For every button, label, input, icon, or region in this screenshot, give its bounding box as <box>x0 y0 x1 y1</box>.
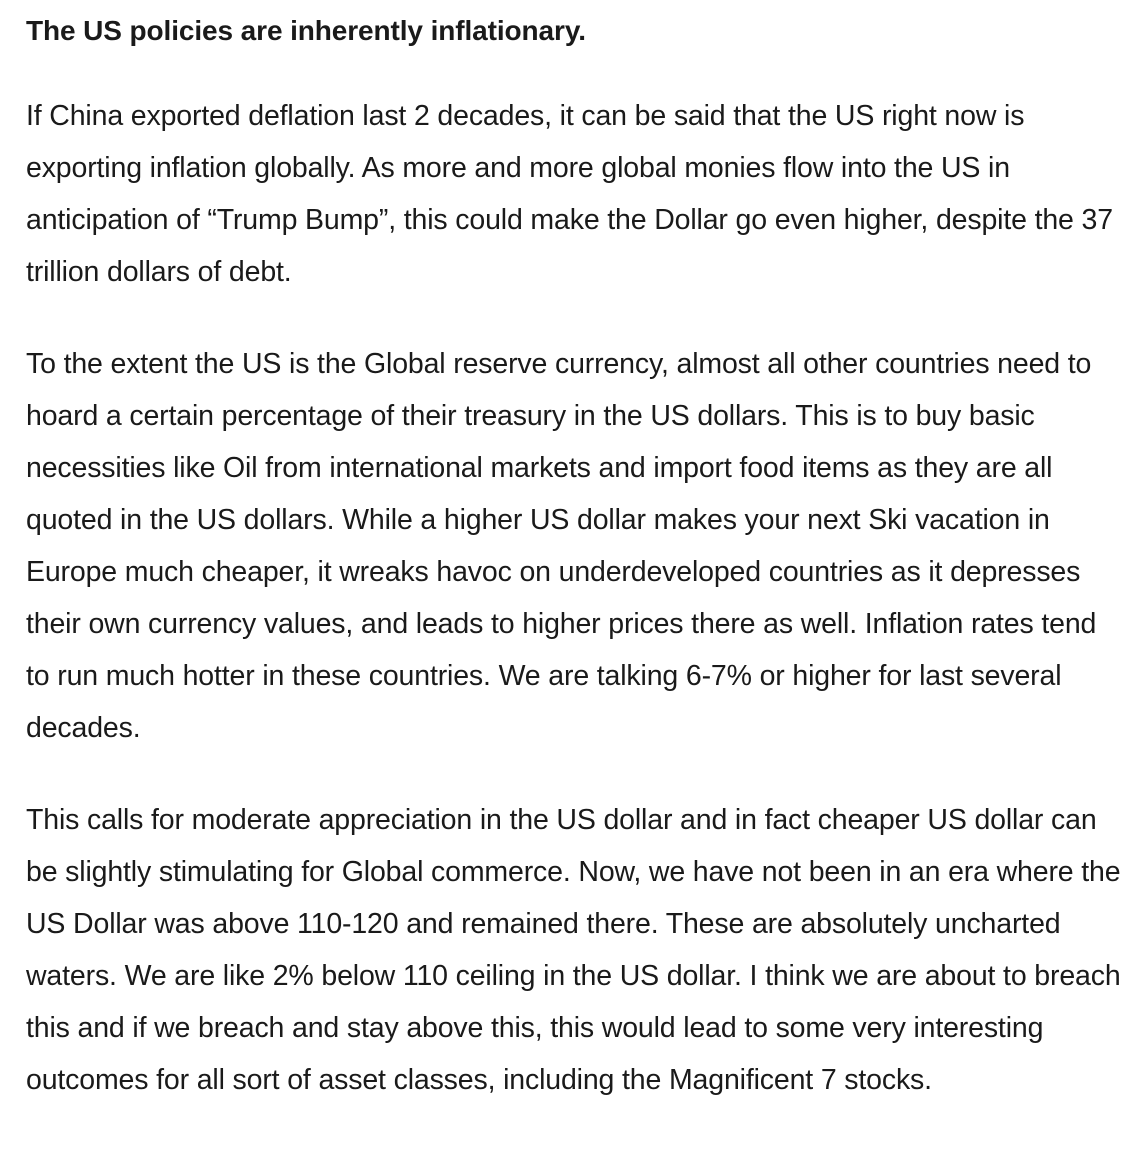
paragraph-reserve-currency: To the extent the US is the Global reserve currency, almost all other countries need to hoard a certain percentage of their treasury in the US dollars. This is to buy basic necessities like Oil from international markets and import food items as they are all quoted in the US dollars. While a higher US dollar makes your next Ski vacation in Europe much cheaper, it wreaks havoc on underdeveloped countries as it depresses their own currency values, and leads to higher prices there as well. Inflation rates tend to run much hotter in these countries. We are talking 6-7% or higher for last several decades. <box>26 348 1097 744</box>
paragraph-dollar-ceiling: This calls for moderate appreciation in the US dollar and in fact cheaper US dollar can be slightly stimulating for Global commerce. Now, we have not been in an era where the US Dollar was above 110-120 and remained there. These are absolutely uncharted waters. We are like 2% below 110 ceiling in the US dollar. I think we are about to breach this and if we breach and stay above this, this would lead to some very interesting outcomes for all sort of asset classes, including the Magnificent 7 stocks. <box>26 804 1121 1096</box>
paragraph-china-deflation: If China exported deflation last 2 decades, it can be said that the US right now is exporting inflation globally. As more and more global monies flow into the US in anticipation of “Trump Bump”, this could make the Dollar go even higher, despite the 37 trillion dollars of debt. <box>26 100 1113 288</box>
article-body <box>26 12 1122 1106</box>
article-heading: The US policies are inherently inflationary. <box>26 15 586 46</box>
